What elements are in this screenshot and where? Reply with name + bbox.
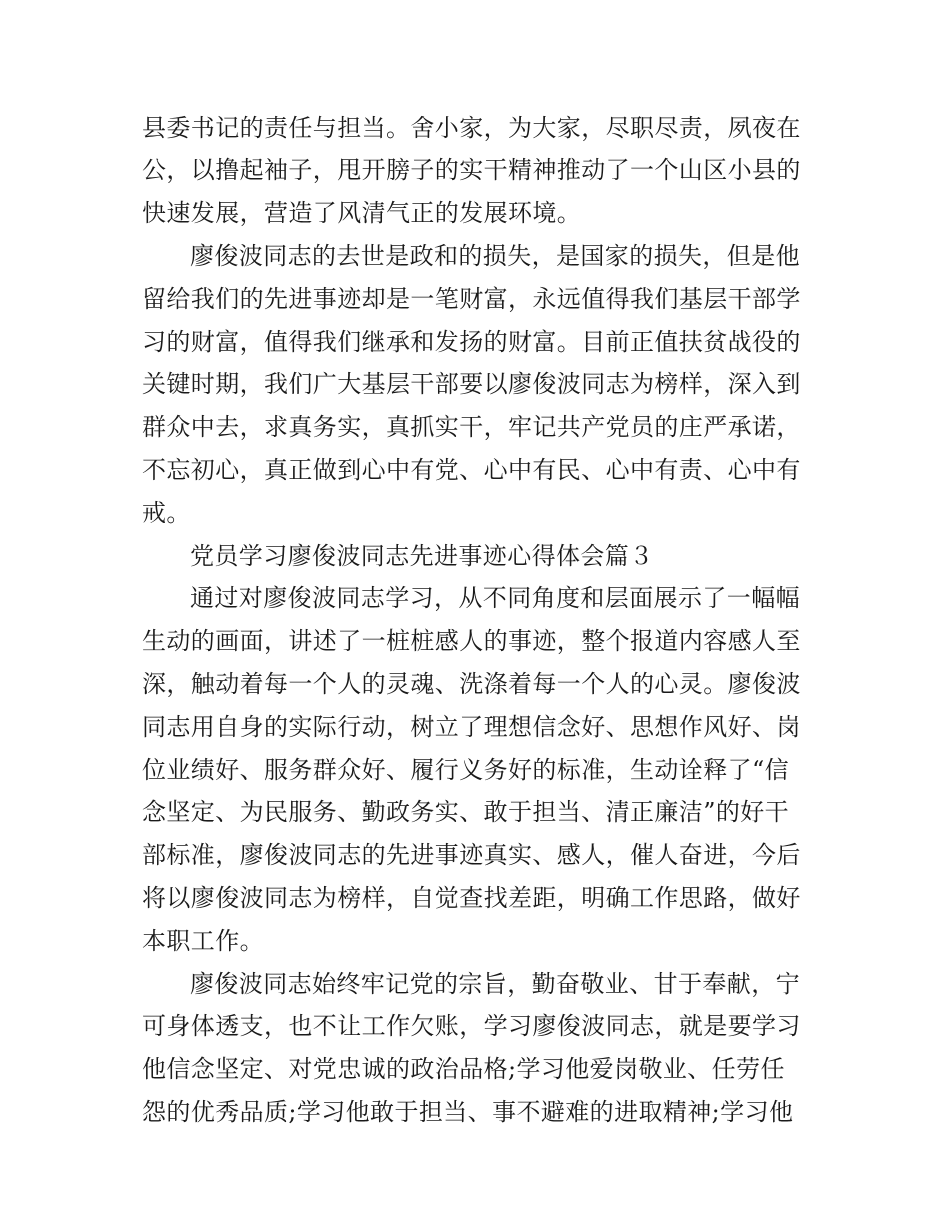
text-line: 怨的优秀品质;学习他敢于担当、事不避难的进取精神;学习他	[142, 1098, 794, 1126]
text-line: 同志用自身的实际行动，树立了理想信念好、思想作风好、岗	[142, 713, 801, 741]
text-line: 念坚定、为民服务、勤政务实、敢于担当、清正廉洁”的好干	[142, 798, 790, 826]
text-line: 生动的画面，讲述了一桩桩感人的事迹，整个报道内容感人至	[142, 627, 801, 655]
text-line: 习的财富，值得我们继承和发扬的财富。目前正值扶贫战役的	[142, 328, 801, 356]
text-line: 留给我们的先进事迹却是一笔财富，永远值得我们基层干部学	[142, 285, 801, 313]
text-line: 县委书记的责任与担当。舍小家，为大家，尽职尽责，夙夜在	[142, 114, 801, 142]
section-heading: 党员学习廖俊波同志先进事迹心得体会篇３	[190, 542, 654, 570]
text-line: 公，以撸起袖子，甩开膀子的实干精神推动了一个山区小县的	[142, 156, 801, 184]
text-line: 本职工作。	[142, 927, 264, 955]
text-line: 可身体透支，也不让工作欠账，学习廖俊波同志，就是要学习	[142, 1012, 801, 1040]
text-line: 部标准，廖俊波同志的先进事迹真实、感人，催人奋进，今后	[142, 841, 801, 869]
text-line: 不忘初心，真正做到心中有党、心中有民、心中有责、心中有	[142, 456, 801, 484]
paragraph-start-line: 廖俊波同志的去世是政和的损失，是国家的损失，但是他	[190, 242, 800, 270]
text-line: 他信念坚定、对党忠诚的政治品格;学习他爱岗敬业、任劳任	[142, 1055, 785, 1083]
paragraph-start-line: 廖俊波同志始终牢记党的宗旨，勤奋敬业、甘于奉献，宁	[190, 970, 800, 998]
text-line: 群众中去，求真务实，真抓实干，牢记共产党员的庄严承诺，	[142, 413, 801, 441]
text-line: 快速发展，营造了风清气正的发展环境。	[142, 199, 582, 227]
text-line: 位业绩好、服务群众好、履行义务好的标准，生动诠释了“信	[142, 756, 790, 784]
text-line: 深，触动着每一个人的灵魂、洗涤着每一个人的心灵。廖俊波	[142, 670, 801, 698]
text-line: 关键时期，我们广大基层干部要以廖俊波同志为榜样，深入到	[142, 370, 801, 398]
paragraph-start-line: 通过对廖俊波同志学习，从不同角度和层面展示了一幅幅	[190, 584, 800, 612]
text-line: 戒。	[142, 499, 191, 527]
text-line: 将以廖俊波同志为榜样，自觉查找差距，明确工作思路，做好	[142, 884, 801, 912]
